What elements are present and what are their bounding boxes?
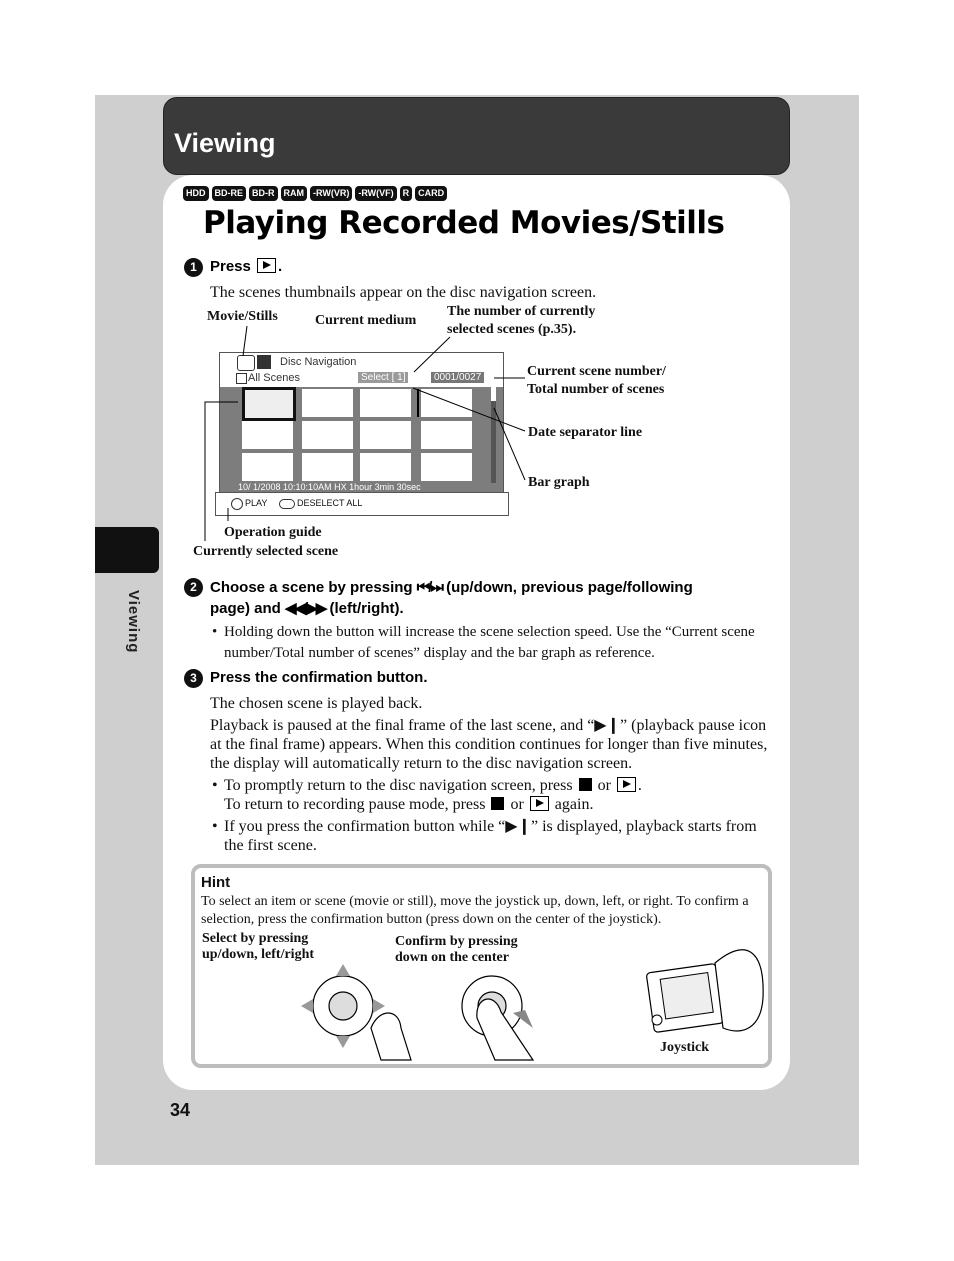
step-3-b2-b: ” is displayed, playback starts from the first scene. [224, 818, 757, 854]
step-2-heading [210, 577, 770, 619]
step-2-heading-c: page) and [210, 600, 281, 617]
section-header [163, 97, 790, 175]
step-2-heading-a: Choose a scene by pressing [210, 579, 413, 596]
label-scene-number-line2: Total number of scenes [527, 382, 665, 397]
scene-counter: 0001/0027 [431, 372, 484, 383]
pause-final-icon: ▶❙ [505, 818, 531, 835]
media-badge: HDD [183, 186, 209, 201]
label-current-medium: Current medium [315, 313, 417, 328]
thumbnail[interactable] [421, 421, 472, 449]
thumbnail-grid[interactable] [240, 387, 490, 483]
thumbnail[interactable] [242, 453, 293, 481]
label-operation-guide: Operation guide [224, 525, 322, 540]
joystick-directions-illustration [301, 964, 411, 1060]
step-3-b1-b: or [597, 777, 611, 794]
camcorder-illustration [646, 950, 763, 1033]
step-3-bullet-2 [224, 817, 774, 855]
step-3-bullet-1 [224, 776, 774, 814]
hint-box [191, 864, 772, 1068]
thumbnail[interactable] [360, 453, 411, 481]
joystick-press-illustration [462, 976, 533, 1060]
button-icon [279, 499, 295, 509]
hint-confirm-line2: down on the center [395, 950, 509, 965]
label-scene-number-line1: Current scene number/ [527, 364, 666, 379]
hint-illustrations [195, 868, 768, 1064]
guide-play: PLAY [245, 498, 268, 508]
thumbnail[interactable] [242, 421, 293, 449]
step-3-b2-a: If you press the confirmation button while “ [224, 818, 506, 835]
label-currently-selected: Currently selected scene [193, 544, 339, 559]
thumbnail[interactable] [421, 453, 472, 481]
media-badge: CARD [415, 186, 447, 201]
media-badge: -RW(VF) [355, 186, 396, 201]
scene-info: 10/ 1/2008 10:10:10AM HX 1hour 3min 30sec [238, 482, 421, 492]
play-icon [257, 258, 276, 273]
disc-navigation-screen [219, 352, 504, 497]
hint-select-line1: Select by pressing [202, 931, 309, 946]
hint-joystick-label: Joystick [660, 1040, 709, 1055]
thumbnail[interactable] [302, 421, 353, 449]
thumbnail[interactable] [360, 389, 411, 417]
media-badge: -RW(VR) [310, 186, 352, 201]
label-movie-stills: Movie/Stills [207, 309, 278, 324]
media-badge: BD-RE [212, 186, 247, 201]
media-badge: RAM [281, 186, 308, 201]
step-3-b1-a: To promptly return to the disc navigation screen, press [224, 777, 573, 794]
hint-confirm-line1: Confirm by pressing [395, 934, 518, 949]
stop-icon [579, 778, 592, 791]
label-num-selected-line2: selected scenes (p.35). [447, 322, 577, 337]
media-badges [183, 186, 447, 201]
side-tab-marker [95, 527, 159, 573]
hint-title: Hint [201, 874, 231, 891]
label-bar-graph: Bar graph [528, 475, 590, 490]
rewind-forward-icon: ◀◀/▶▶ [285, 600, 326, 617]
bullet-marker: • [212, 818, 218, 835]
thumbnail[interactable] [302, 389, 353, 417]
select-count: Select [ 1] [358, 372, 408, 383]
play-icon [617, 777, 636, 792]
bar-graph-fill [491, 387, 496, 401]
bullet-marker: • [212, 777, 218, 794]
label-num-selected [447, 303, 595, 339]
step-3-number: 3 [184, 669, 203, 688]
page-title: Playing Recorded Movies/Stills [203, 205, 725, 241]
step-3-b1-f: again. [554, 796, 594, 813]
step-2-heading-b: (up/down, previous page/following [446, 579, 693, 596]
thumbnail[interactable] [302, 453, 353, 481]
step-3-b1-c: . [637, 777, 642, 794]
stop-icon [491, 797, 504, 810]
media-badge: BD-R [249, 186, 278, 201]
step-2-heading-d: (left/right). [329, 600, 404, 617]
step-3-p1: The chosen scene is played back. [210, 695, 423, 712]
side-tab-label: Viewing [125, 590, 142, 654]
hint-text: To select an item or scene (movie or still), move the joystick up, down, left, or right. To confirm a selection, press the confirmation button (press down on the center of the joystick). [201, 894, 749, 927]
screen-title: Disc Navigation [280, 356, 357, 368]
step-2-bullet: Holding down the button will increase the scene selection speed. Use the “Current scene number/Total number of scenes” display and the bar graph as reference. [224, 624, 755, 661]
step-1-heading-text: Press [210, 258, 251, 275]
label-num-selected-line1: The number of currently [447, 304, 596, 319]
all-scenes-label: All Scenes [248, 372, 300, 384]
bullet-marker: • [212, 624, 218, 640]
hint-select-line2: up/down, left/right [202, 947, 315, 962]
label-date-separator: Date separator line [528, 425, 643, 440]
medium-icon [236, 373, 247, 384]
operation-guide [215, 492, 509, 516]
page-number: 34 [170, 1100, 191, 1120]
thumbnail-selected[interactable] [242, 387, 296, 421]
stills-icon [257, 355, 271, 369]
thumbnail[interactable] [421, 389, 472, 417]
step-3-heading: Press the confirmation button. [210, 669, 428, 686]
movie-icon [237, 355, 255, 371]
step-3-p2-b: ” (playback pause icon at the final frame) appears. When this condition continues for longer than five minutes, the display will automatically return to the disc navigation screen. [210, 717, 768, 772]
step-1-heading: Press . [210, 258, 283, 275]
bar-graph [491, 387, 496, 483]
step-3-b1-d: To return to recording pause mode, press [224, 796, 486, 813]
media-badge: R [400, 186, 413, 201]
step-1-body: The scenes thumbnails appear on the disc navigation screen. [210, 284, 597, 301]
pause-final-icon: ▶❙ [594, 717, 621, 734]
joystick-icon [231, 498, 243, 510]
thumbnail[interactable] [360, 421, 411, 449]
step-1-number: 1 [184, 258, 203, 277]
step-2-number: 2 [184, 578, 203, 597]
date-separator-line [417, 389, 419, 417]
step-3-p2-a: Playback is paused at the final frame of the last scene, and “ [210, 717, 595, 734]
section-title: Viewing [174, 128, 276, 158]
step-3-p2 [210, 716, 775, 773]
step-3-b1-e: or [510, 796, 524, 813]
prev-next-icon: ⏮/⏭ [416, 579, 442, 596]
play-icon [530, 796, 549, 811]
label-scene-number [527, 363, 666, 399]
guide-deselect: DESELECT ALL [297, 498, 363, 508]
